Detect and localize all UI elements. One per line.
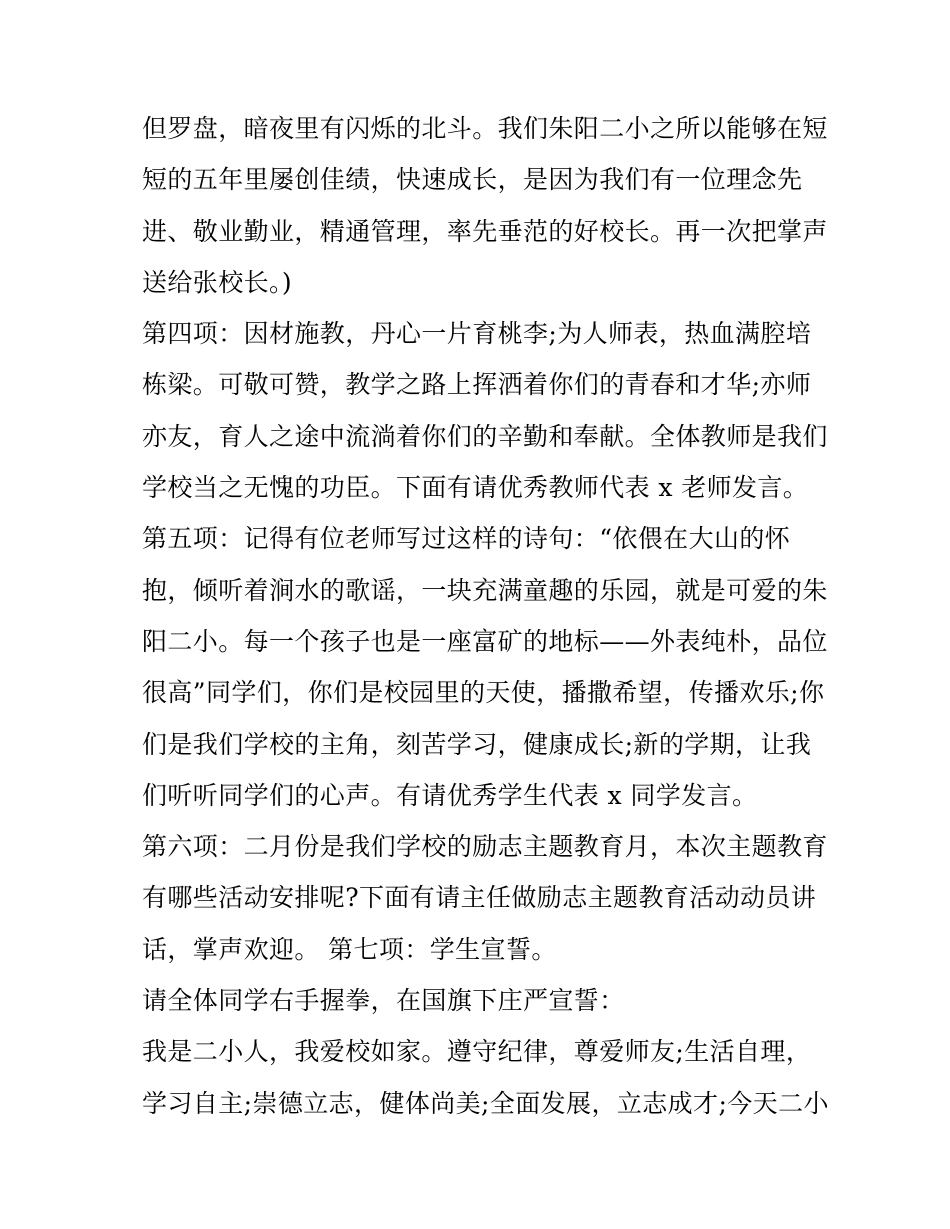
text-line: 有哪些活动安排呢?下面有请主任做励志主题教育活动动员讲 xyxy=(142,883,817,913)
text-line: 请全体同学右手握拳，在国旗下庄严宣誓： xyxy=(142,986,625,1016)
text-line: 进、敬业勤业，精通管理，率先垂范的好校长。再一次把掌声 xyxy=(142,216,828,246)
text-line: 阳二小。每一个孩子也是一座富矿的地标——外表纯朴，品位 xyxy=(142,626,828,656)
text-line: 很高”同学们，你们是校园里的天使，播撒希望，传播欢乐;你 xyxy=(142,678,825,708)
text-line: 短的五年里屡创佳绩，快速成长，是因为我们有一位理念先 xyxy=(142,165,803,195)
text-line: 们是我们学校的主角，刻苦学习，健康成长;新的学期，让我 xyxy=(142,729,812,759)
text-line: 亦友，育人之途中流淌着你们的辛勤和奉献。全体教师是我们 xyxy=(142,421,828,451)
text-line: 学习自主;崇德立志，健体尚美;全面发展，立志成才;今天二小 xyxy=(142,1088,829,1118)
text-line: 第五项：记得有位老师写过这样的诗句：“依偎在大山的怀 xyxy=(142,524,791,554)
text-line: 但罗盘，暗夜里有闪烁的北斗。我们朱阳二小之所以能够在短 xyxy=(142,114,828,143)
text-line: 第四项：因材施教，丹心一片育桃李;为人师表，热血满腔培 xyxy=(142,319,812,349)
text-line: 学校当之无愧的功臣。下面有请优秀教师代表 x 老师发言。 xyxy=(142,473,809,503)
text-line: 送给张校长。) xyxy=(142,267,293,297)
text-line: 第六项：二月份是我们学校的励志主题教育月，本次主题教育 xyxy=(142,832,828,862)
text-line: 栋梁。可敬可赞，教学之路上挥洒着你们的青春和才华;亦师 xyxy=(142,370,812,400)
document-body xyxy=(142,103,829,1129)
text-line: 抱，倾听着涧水的歌谣，一块充满童趣的乐园，就是可爱的朱 xyxy=(142,575,828,605)
text-line: 我是二小人，我爱校如家。遵守纪律，尊爱师友;生活自理， xyxy=(142,1037,812,1067)
text-line: 话，掌声欢迎。 第七项：学生宣誓。 xyxy=(142,934,557,964)
text-line: 们听听同学们的心声。有请优秀学生代表 x 同学发言。 xyxy=(142,780,758,810)
